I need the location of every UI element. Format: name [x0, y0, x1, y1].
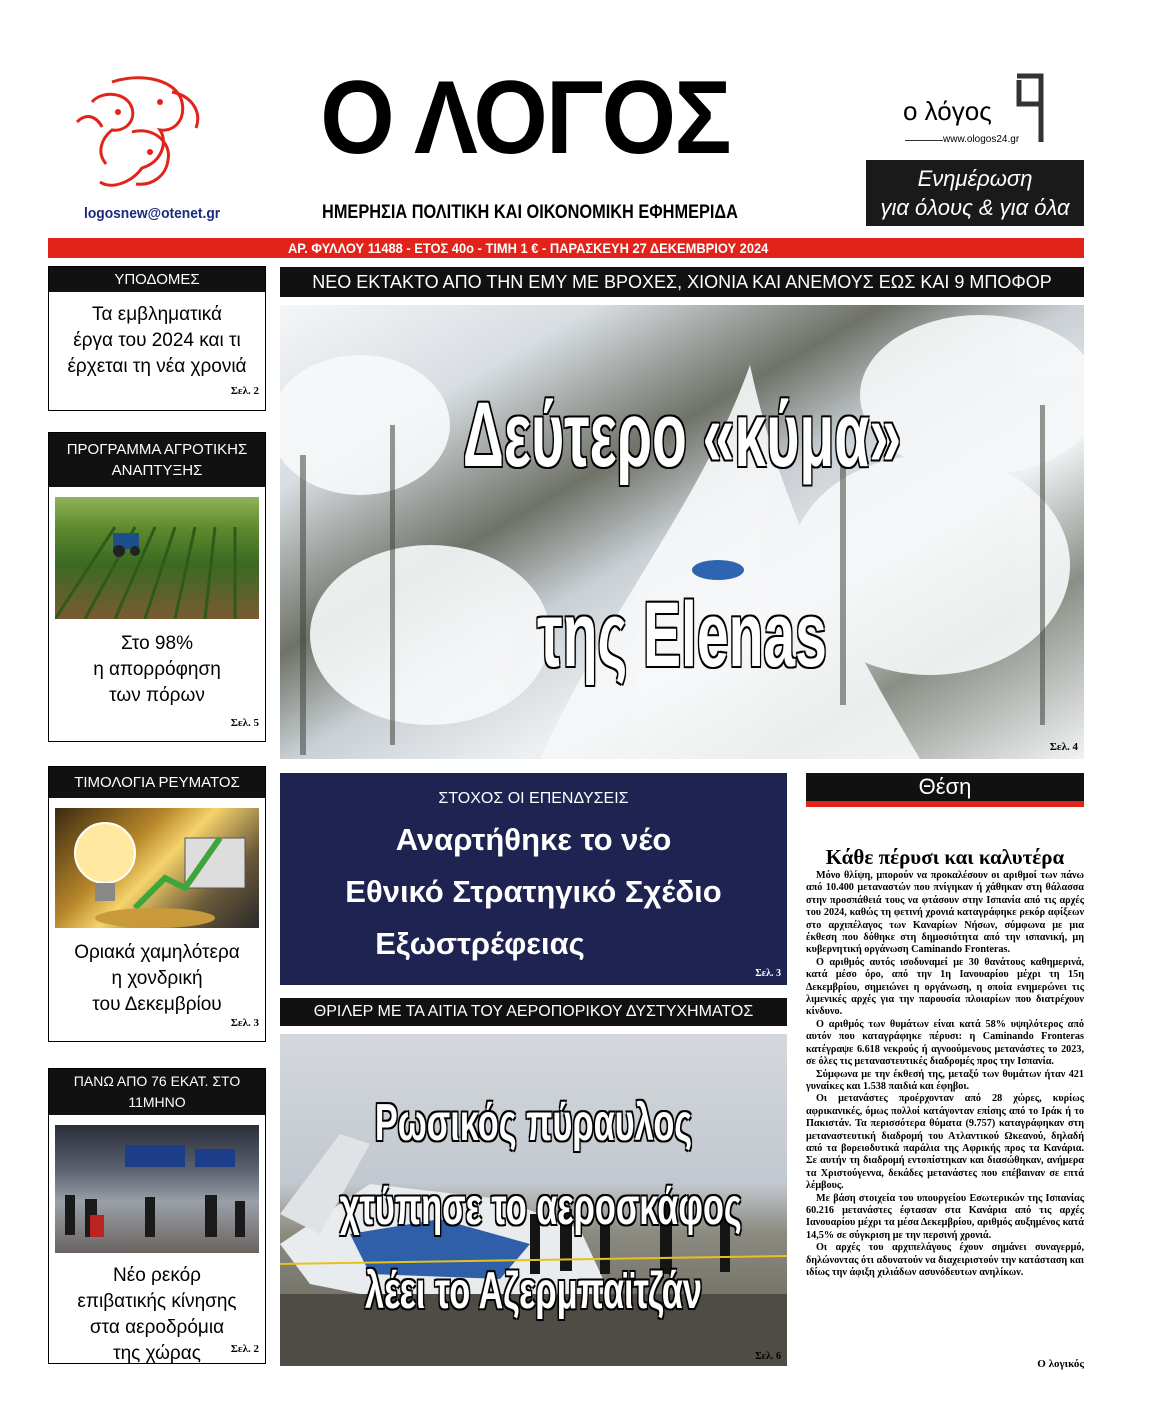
sidebar-text: Στο 98%: [121, 633, 193, 654]
opinion-paragraph: Μόνο θλίψη, μπορούν να προκαλέσουν οι αριθμοί των πάνω από 10.400 μεταναστών που πνίγηκαν ή χάθηκαν στη θάλασσα στην προσπάθειά τους να φτάσουν στην Ισπανία από τις αρχές του 2024, καθώς τη φετινή χρονιά καταγράφηκε ρεκόρ αφίξεων στο αρχιπέλαγος των Καναρίων Νήσων, σύμφωνα με μια έκθεση που δόθηκε στη δημοσιότητα από την ισπανική, μη κυβερνητική οργάνωση Caminando Fronteras.: [806, 870, 1084, 956]
sidebar-text: η χονδρική: [111, 968, 203, 989]
opinion-paragraph: Οι αρχές του αρχιπελάγους έχουν σημάνει συναγερμό, δηλώνοντας ότι αδυνατούν να διαχειριστούν την κατάσταση και ιδίως την άφιξη χιλιάδων ασυνόδευτων ανηλίκων.: [806, 1242, 1084, 1278]
contact-email[interactable]: logosnew@otenet.gr: [84, 205, 221, 222]
sidebar-heading: ΥΠΟΔΟΜΕΣ: [49, 267, 265, 292]
invest-story[interactable]: [280, 773, 787, 985]
page-ref: Σελ. 3: [755, 968, 781, 979]
lightbulb-meter-photo: [55, 808, 259, 928]
sidebar-text: στα αεροδρόμια: [89, 1317, 225, 1338]
sidebar-text: επιβατικής κίνησης: [77, 1291, 237, 1312]
logo-24-icon: [1013, 70, 1047, 144]
lead-banner[interactable]: ΝΕΟ ΕΚΤΑΚΤΟ ΑΠΟ ΤΗΝ ΕΜΥ ΜΕ ΒΡΟΧΕΣ, ΧΙΟΝΙΑ ΚΑΙ ΑΝΕΜΟΥΣ ΕΩΣ ΚΑΙ 9 ΜΠΟΦΟΡ: [280, 267, 1084, 297]
invest-headline-1: Αναρτήθηκε το νέο: [395, 822, 672, 857]
page-ref: Σελ. 3: [230, 1017, 259, 1029]
opinion-paragraph: Σύμφωνα με την έκθεσή της, μεταξύ των θυμάτων ήταν 421 γυναίκες και 1.538 παιδιά και έφηβοι.: [806, 1068, 1084, 1092]
page-ref: Σελ. 5: [230, 717, 259, 729]
page-ref: Σελ. 6: [755, 1351, 781, 1362]
newspaper-subtitle: ΗΜΕΡΗΣΙΑ ΠΟΛΙΤΙΚΗ ΚΑΙ ΟΙΚΟΝΟΜΙΚΗ ΕΦΗΜΕΡΙΔΑ: [322, 202, 738, 223]
online-logo: ο λόγος: [903, 96, 992, 126]
sidebar-text: του Δεκεμβρίου: [92, 994, 222, 1015]
snowy-forest-road-photo: [280, 305, 1084, 759]
sidebar-heading: ΤΙΜΟΛΟΓΙΑ ΡΕΥΜΑΤΟΣ: [49, 767, 265, 798]
sidebar-story-electricity[interactable]: [48, 766, 266, 1042]
airport-hall-photo: [55, 1125, 259, 1253]
invest-headline-3: Εξωστρέφειας: [375, 926, 585, 961]
newspaper-title: Ο ΛΟΓΟΣ: [320, 60, 730, 176]
opinion-paragraph: Ο αριθμός αυτός ισοδυναμεί με 30 θανάτους καθημερινά, κατά μέσο όρο, από την 1η Ιανουαρίου μέχρι τη 15η Δεκεμβρίου, σημειώνει η οργάνωση, η οποία ενημερώνει τις λιμενικές αρχές για την παρουσία πλοιαρίων που διατρέχουν κίνδυνο.: [806, 956, 1084, 1018]
sidebar-text: έρχεται τη νέα χρονιά: [67, 356, 247, 377]
sidebar-story-infrastructure[interactable]: [48, 266, 266, 411]
tagline-line-2: για όλους & για όλα: [880, 195, 1070, 220]
online-url[interactable]: www.ologos24.gr: [943, 134, 1020, 145]
tagline-line-1: Ενημέρωση: [917, 166, 1033, 191]
opinion-signature: Ο λογικός: [1037, 1358, 1084, 1370]
sidebar-text: έργα του 2024 και τι: [73, 330, 241, 351]
sidebar-story-agriculture[interactable]: [48, 432, 266, 742]
sidebar-text: Οριακά χαμηλότερα: [74, 942, 240, 963]
crash-headline-2: χτύπησε το αεροσκάφος: [339, 1178, 742, 1236]
sidebar-heading: [49, 433, 265, 487]
opinion-paragraph: Με βάση στοιχεία του υπουργείου Εσωτερικών της Ισπανίας 60.216 μετανάστες έφτασαν στα Κανάρια από τις αρχές Ιανουαρίου μέχρι τα μέσα Δεκεμβρίου, αριθμός αυξημένος κατά 14,5% σε σύγκριση με την περσινή χρονιά.: [806, 1192, 1084, 1241]
tractor-field-photo: [55, 497, 259, 619]
crash-banner[interactable]: ΘΡΙΛΕΡ ΜΕ ΤΑ ΑΙΤΙΑ ΤΟΥ ΑΕΡΟΠΟΡΙΚΟΥ ΔΥΣΤΥΧΗΜΑΤΟΣ: [280, 998, 787, 1026]
opinion-label-accent: [806, 801, 1084, 807]
sidebar-heading-line: ΑΝΑΠΤΥΞΗΣ: [111, 462, 203, 479]
sidebar-text: των πόρων: [109, 685, 205, 706]
invest-kicker: ΣΤΟΧΟΣ ΟΙ ΕΠΕΝΔΥΣΕΙΣ: [438, 790, 629, 807]
tagline-box: [866, 160, 1084, 226]
page-ref: Σελ. 4: [1049, 741, 1078, 753]
sidebar-text: της χώρας: [113, 1343, 201, 1364]
sidebar-text: Τα εμβληματικά: [91, 304, 223, 325]
opinion-paragraph: Ο αριθμός των θυμάτων είναι κατά 58% υψηλότερος από αυτόν που καταγράφηκε πέρυσι: η Caminando Fronteras κατέγραψε 6.618 νεκρούς ή αγνοούμενους μετανάστες το 2023, σε όλες τις μεταναστευτικές διαδρομές προς την Ισπανία.: [806, 1018, 1084, 1068]
invest-headline-2: Εθνικό Στρατηγικό Σχέδιο: [345, 874, 722, 909]
sidebar-text: η απορρόφηση: [93, 659, 221, 680]
crash-headline-3: λέει το Αζερμπαϊτζάν: [364, 1262, 702, 1320]
sidebar-heading: ΠΑΝΩ ΑΠΟ 76 ΕΚΑΤ. ΣΤΟ 11ΜΗΝΟ: [49, 1069, 265, 1115]
crash-headline-1: Ρωσικός πύραυλος: [374, 1094, 693, 1152]
opinion-body: [806, 870, 1084, 1279]
opinion-label: Θέση: [918, 774, 972, 799]
lead-headline-line-2: της Elenas: [537, 584, 827, 686]
opinion-paragraph: Οι μετανάστες προέρχονταν από 28 χώρες, κυρίως αφρικανικές, όμως πολλοί κατάγονταν επίσης από το Ιράκ ή το Πακιστάν. Τα περισσότερα θύματα (9.757) καταγράφηκαν στη μεταναστευτική διαδρομή του Ατλαντικού Ωκεανού, δηλαδή από τα βορειοδυτικά παράλια της Αφρικής προς τα Κανάρια. Σε αυτήν τη διαδρομή εντοπίστηκαν και διασώθηκαν, ανήμερα τα Χριστούγεννα, δεκάδες μετανάστες που επέβαιναν σε επτά λέμβους.: [806, 1093, 1084, 1192]
lead-headline-line-1: Δεύτερο «κύμα»: [462, 384, 902, 486]
issue-line: ΑΡ. ΦΥΛΛΟΥ 11488 - ΕΤΟΣ 40ο - ΤΙΜΗ 1 € - ΠΑΡΑΣΚΕΥΗ 27 ΔΕΚΕΜΒΡΙΟΥ 2024: [288, 240, 769, 256]
page-ref: Σελ. 2: [230, 1343, 259, 1355]
sidebar-text: Νέο ρεκόρ: [113, 1265, 201, 1286]
page-ref: Σελ. 2: [230, 385, 259, 397]
plane-wreck-photo: [280, 1034, 787, 1366]
sidebar-story-airports[interactable]: [48, 1068, 266, 1364]
faces-logo-icon: [72, 72, 212, 196]
sidebar-heading-line: ΠΡΟΓΡΑΜΜΑ ΑΓΡΟΤΙΚΗΣ: [66, 441, 248, 458]
online-logo-rule: [905, 140, 943, 141]
opinion-title[interactable]: Κάθε πέρυσι και καλυτέρα: [825, 845, 1065, 869]
